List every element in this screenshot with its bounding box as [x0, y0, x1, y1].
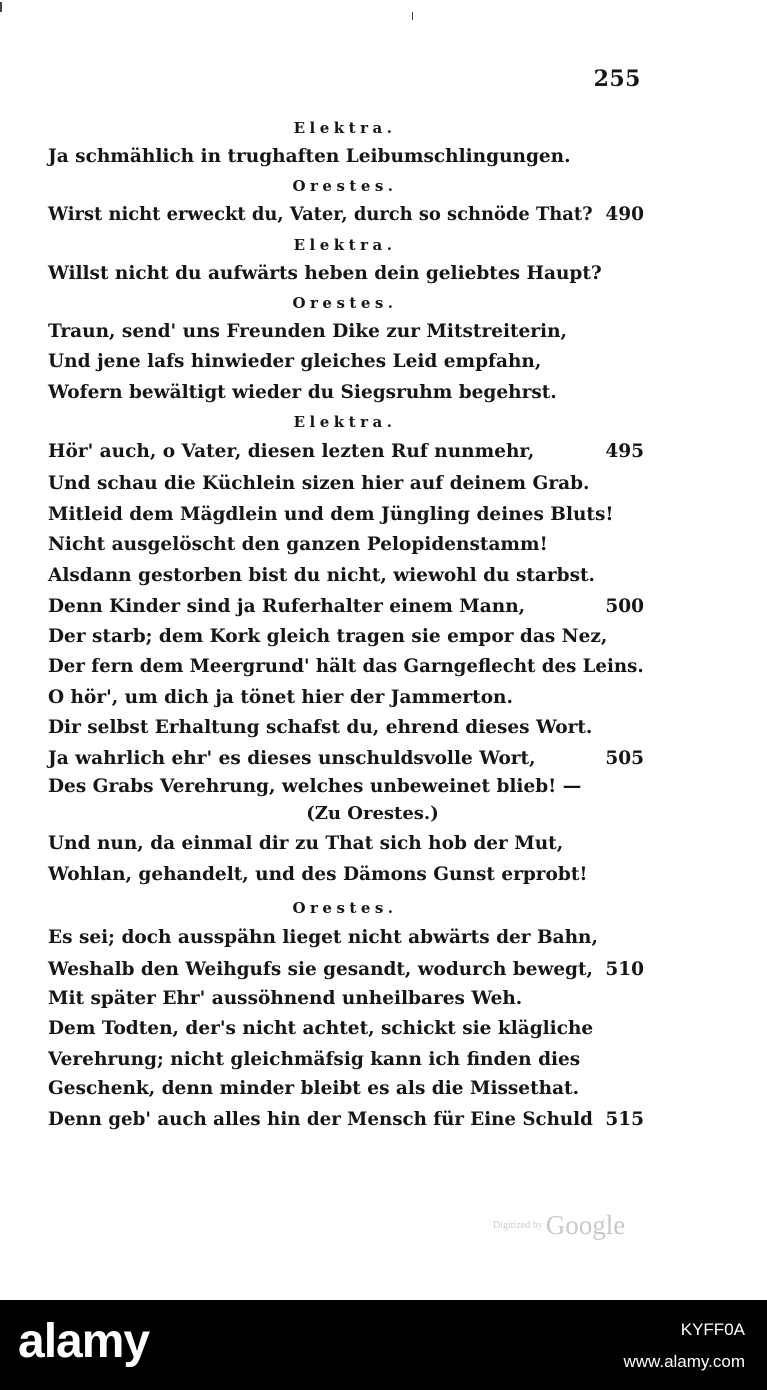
verse-text: Wofern bewältigt wieder du Siegsruhm begehrst. [48, 382, 557, 403]
verse-text: Des Grabs Verehrung, welches unbeweinet blieb! — [48, 776, 582, 797]
verse-text: Willst nicht du aufwärts heben dein geliebtes Haupt? [48, 263, 602, 284]
verse-text: Dem Todten, der's nicht achtet, schickt sie klägliche [48, 1018, 594, 1039]
verse-text: Hör' auch, o Vater, diesen lezten Ruf nunmehr, [48, 441, 535, 462]
verse-text: Ja schmählich in trughaften Leibumschlingungen. [48, 146, 571, 167]
verse-line [48, 259, 644, 289]
verse-line [48, 984, 644, 1014]
verse-line [48, 713, 644, 743]
verse-text: Mitleid dem Mägdlein und dem Jüngling deines Bluts! [48, 504, 614, 525]
verse-text: Alsdann gestorben bist du nicht, wiewohl du starbst. [48, 565, 595, 586]
page-number: 255 [593, 66, 641, 92]
verse-line [48, 829, 644, 859]
verse-line [48, 1045, 644, 1075]
verse-line [48, 530, 644, 560]
verse-line [48, 860, 644, 890]
verse-line [48, 500, 644, 530]
stage-direction: (Zu Orestes.) [306, 803, 439, 824]
verse-line [48, 378, 644, 408]
speaker-name: Orestes. [292, 294, 398, 312]
digitized-by-label: Digitized by [493, 1220, 543, 1231]
verse-line [48, 1105, 644, 1135]
verse-number: 510 [605, 959, 644, 980]
speaker-name: Elektra. [293, 119, 397, 137]
verse-text: O hör', um dich ja tönet hier der Jammerton. [48, 687, 513, 708]
verse-text: Ja wahrlich ehr' es dieses unschuldsvolle Wort, [48, 748, 536, 769]
verse-text: Wohlan, gehandelt, und des Dämons Gunst erprobt! [48, 864, 588, 885]
speaker-name: Orestes. [292, 899, 398, 917]
margin-mark [0, 2, 2, 12]
verse-text: Und jene lafs hinwieder gleiches Leid empfahn, [48, 351, 542, 372]
speaker-name: Elektra. [293, 413, 397, 431]
image-code: KYFF0A [680, 1320, 745, 1339]
verse-text: Wirst nicht erweckt du, Vater, durch so schnöde That? [48, 204, 593, 225]
verse-number: 500 [605, 596, 644, 617]
verse-line [48, 200, 644, 230]
verse-number: 505 [605, 748, 644, 769]
margin-mark [412, 12, 413, 20]
verse-line [48, 142, 644, 172]
verse-line [48, 1074, 644, 1104]
verse-text: Der starb; dem Kork gleich tragen sie empor das Nez, [48, 626, 608, 647]
verse-line [48, 469, 644, 499]
verse-text: Nicht ausgelöscht den ganzen Pelopidenstamm! [48, 534, 548, 555]
verse-line [48, 592, 644, 622]
verse-text: Und schau die Küchlein sizen hier auf deinem Grab. [48, 473, 590, 494]
google-logo: Google [545, 1210, 626, 1240]
verse-text: Dir selbst Erhaltung schafst du, ehrend dieses Wort. [48, 717, 593, 738]
stock-photo-footer [0, 1300, 767, 1390]
verse-line [48, 622, 644, 652]
speaker-name: Orestes. [292, 177, 398, 195]
verse-line [48, 923, 644, 953]
alamy-url: www.alamy.com [623, 1352, 745, 1371]
verse-line [48, 772, 644, 802]
verse-line [48, 347, 644, 377]
digitized-by-watermark [493, 1210, 625, 1241]
verse-number: 495 [605, 441, 644, 462]
verse-line [48, 955, 644, 985]
speaker-name: Elektra. [293, 236, 397, 254]
verse-text: Es sei; doch ausspähn lieget nicht abwärts der Bahn, [48, 927, 598, 948]
verse-line [48, 744, 644, 774]
verse-text: Und nun, da einmal dir zu That sich hob der Mut, [48, 833, 564, 854]
verse-line [48, 683, 644, 713]
verse-text: Geschenk, denn minder bleibt es als die Missethat. [48, 1078, 580, 1099]
verse-text: Mit später Ehr' aussöhnend unheilbares Weh. [48, 988, 523, 1009]
verse-text: Verehrung; nicht gleichmäfsig kann ich finden dies [48, 1049, 581, 1070]
verse-line [48, 652, 644, 682]
verse-text: Weshalb den Weihgufs sie gesandt, wodurch bewegt, [48, 959, 593, 980]
verse-line [48, 317, 644, 347]
verse-line [48, 561, 644, 591]
verse-text: Der fern dem Meergrund' hält das Garngeflecht des Leins. [48, 656, 644, 677]
verse-line [48, 1014, 644, 1044]
verse-line [48, 437, 644, 467]
verse-text: Traun, send' uns Freunden Dike zur Mitstreiterin, [48, 321, 567, 342]
alamy-logo: alamy [18, 1315, 150, 1368]
verse-number: 515 [605, 1109, 644, 1130]
verse-number: 490 [605, 204, 644, 225]
verse-text: Denn Kinder sind ja Ruferhalter einem Mann, [48, 596, 526, 617]
verse-text: Denn geb' auch alles hin der Mensch für Eine Schuld [48, 1109, 593, 1130]
